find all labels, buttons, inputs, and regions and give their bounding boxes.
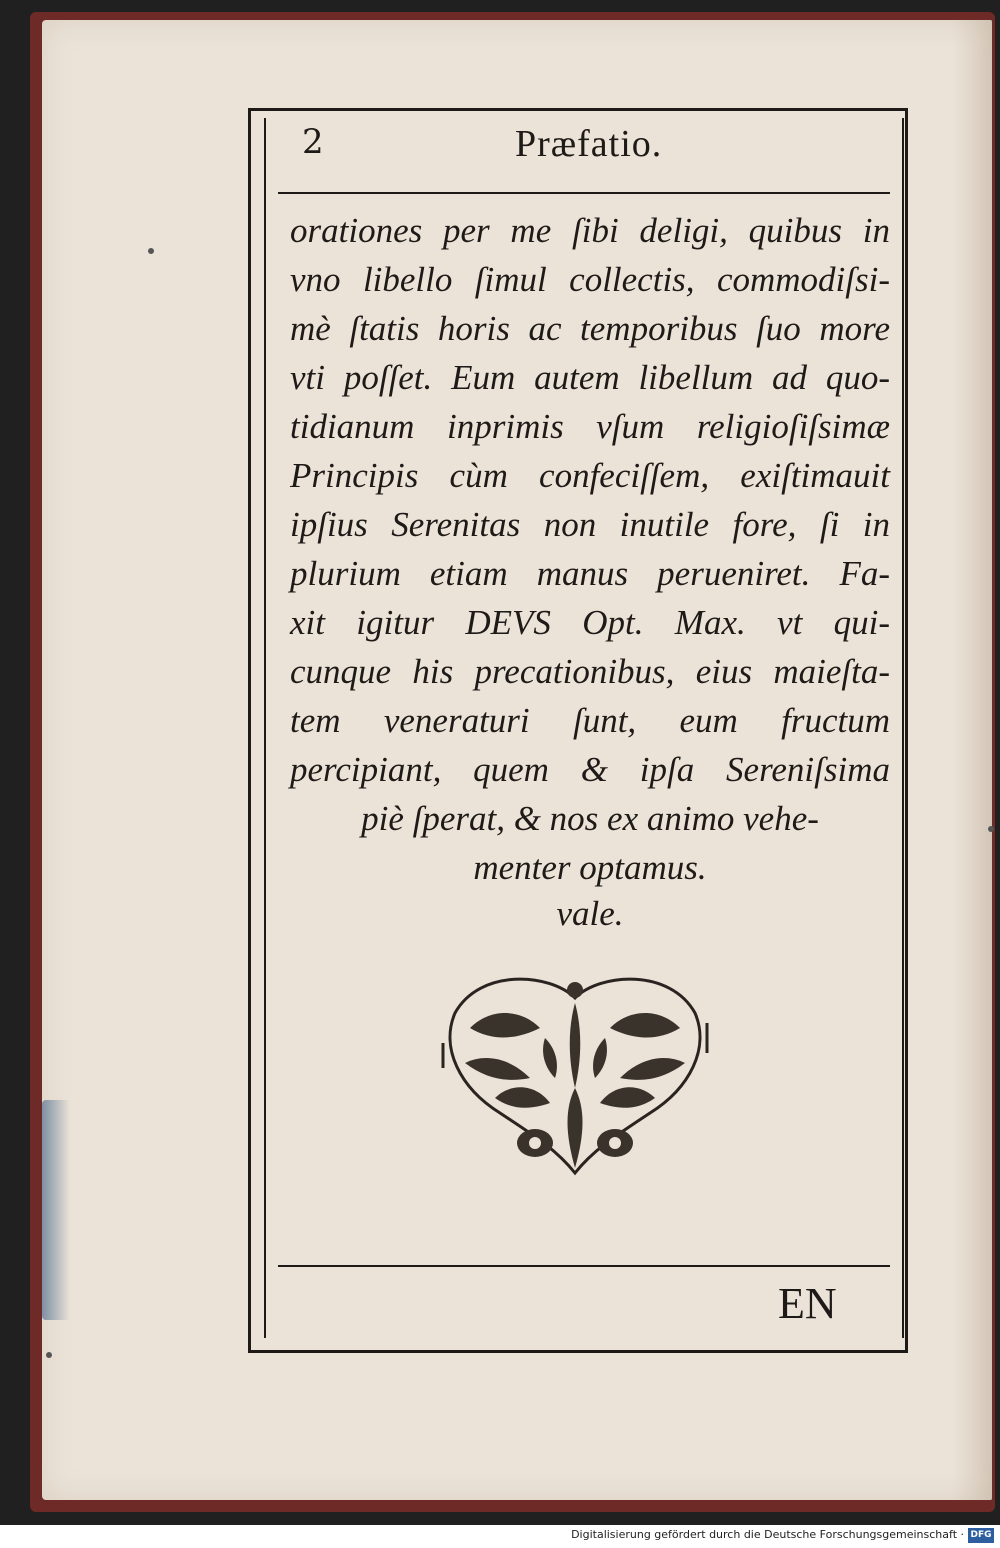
pencil-mark (46, 1352, 52, 1358)
text-line: menter optamus. (473, 848, 707, 887)
dfg-logo: DFG (968, 1528, 994, 1543)
header-rule (278, 192, 890, 194)
text-line: Principis cùm confeciſſem, exiſtimauit (290, 456, 890, 495)
text-line: orationes per me ſibi deligi, quibus in (290, 211, 890, 250)
footer-rule (278, 1265, 890, 1267)
text-line: xit igitur DEVS Opt. Max. vt qui- (290, 603, 890, 642)
closing-word: vale. (556, 894, 624, 933)
page-stain (42, 1100, 70, 1320)
heart-ornament (440, 968, 710, 1183)
text-line: tem veneraturi ſunt, eum fructum (290, 701, 890, 740)
page-number: 2 (302, 122, 324, 162)
pencil-mark (148, 248, 154, 254)
pencil-mark (988, 826, 994, 832)
gutter-shade (952, 20, 992, 1500)
body-text (290, 206, 890, 892)
text-line: ipſius Serenitas non inutile fore, ſi in (290, 505, 890, 544)
text-line: percipiant, quem & ipſa Sereniſsima (290, 750, 890, 789)
text-line: tidianum inprimis vſum religioſiſsimæ (290, 407, 890, 446)
running-head: Præfatio. (515, 123, 663, 165)
catchword: EN (778, 1279, 837, 1328)
text-line: cunque his precationibus, eius maieſta- (290, 652, 890, 691)
text-line: vno libello ſimul collectis, commodiſsi- (290, 260, 890, 299)
text-line: mè ſtatis horis ac temporibus ſuo more (290, 309, 890, 348)
text-line: vti poſſet. Eum autem libellum ad quo- (290, 358, 890, 397)
text-line: plurium etiam manus perueniret. Fa- (290, 554, 890, 593)
text-line: piè ſperat, & nos ex animo vehe- (361, 799, 819, 838)
funding-credit: Digitalisierung gefördert durch die Deutsche Forschungsgemeinschaft · (571, 1528, 964, 1541)
